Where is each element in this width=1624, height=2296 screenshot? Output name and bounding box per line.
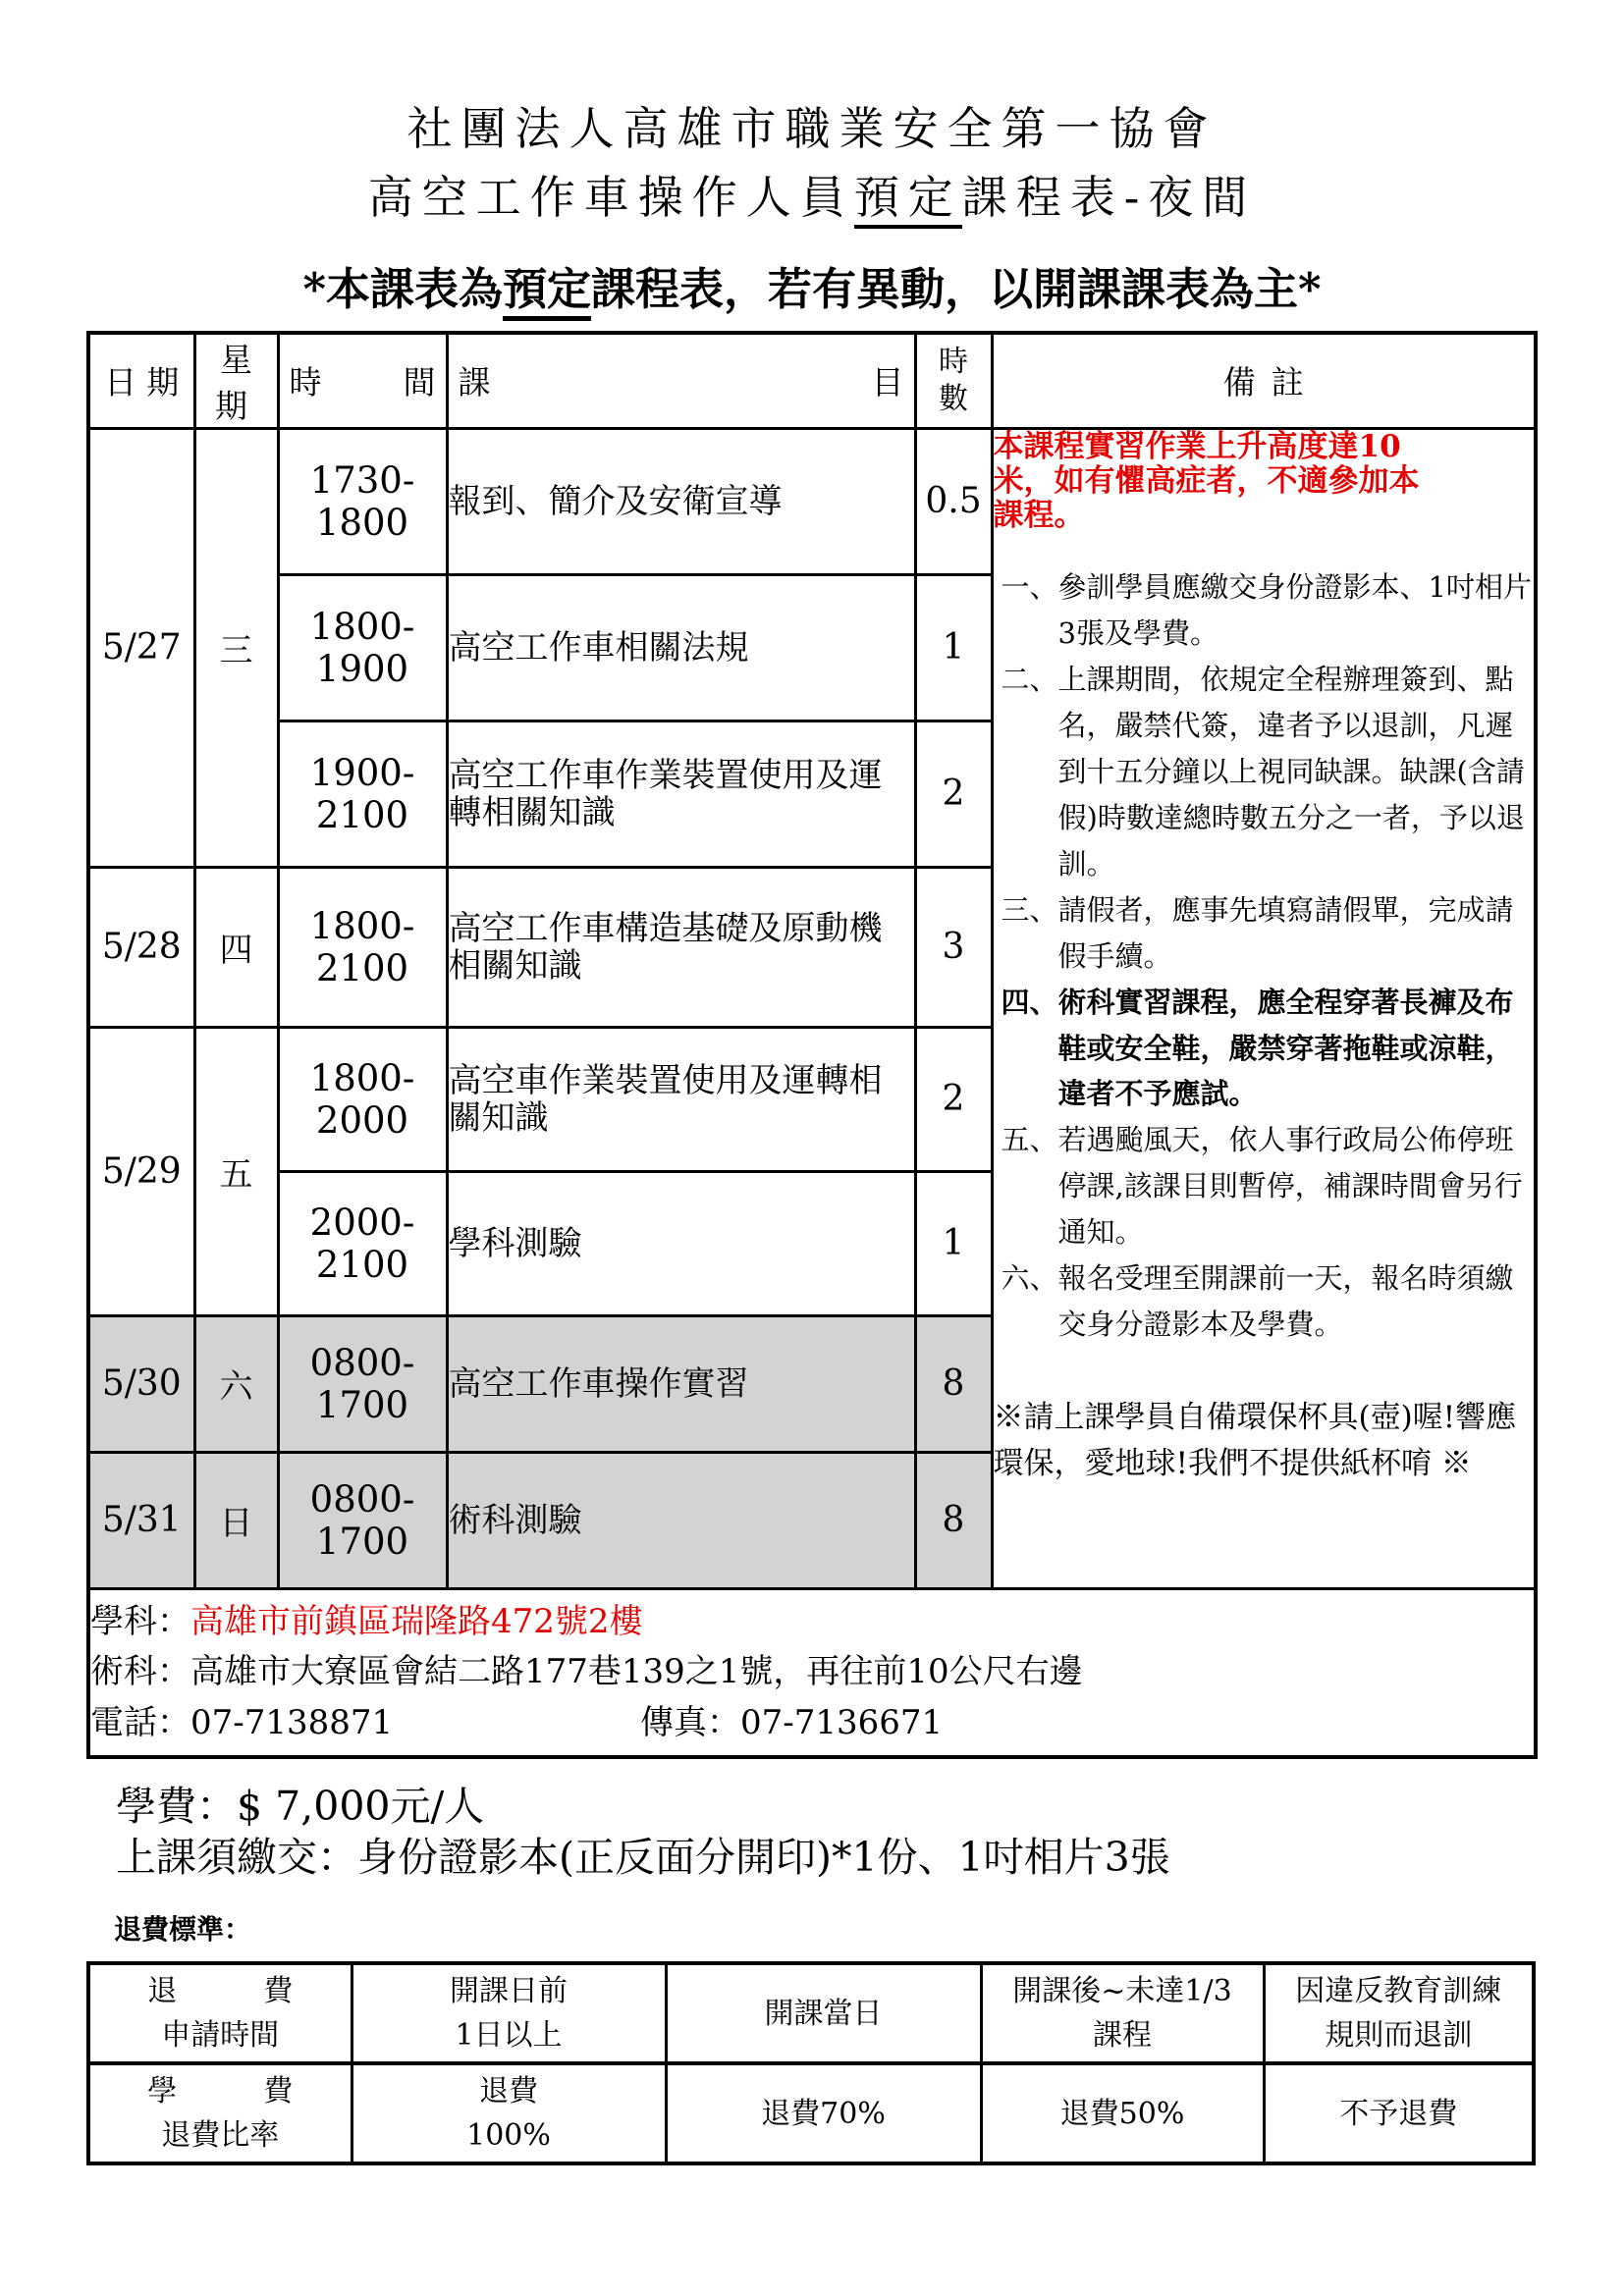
refund-standard-title: 退費標準： <box>114 1913 252 1947</box>
subject-location-label: 學科： <box>90 1601 190 1641</box>
title2-suffix: 課程表-夜間 <box>961 170 1257 224</box>
refund-before-open-header: 開課日前 1日以上 <box>352 1963 666 2063</box>
page-title-line1: 社團法人高雄市職業安全第一協會 <box>406 102 1218 155</box>
subject-cell: 高空工作車相關法規 <box>447 574 915 721</box>
date-cell: 5/27 <box>88 428 194 867</box>
refund-header-row <box>88 1963 1534 2063</box>
refund-value-row <box>88 2063 1534 2163</box>
refund-rate-70: 退費70% <box>666 2063 981 2163</box>
subject-cell: 高空工作車操作實習 <box>447 1315 915 1452</box>
refund-rate-none: 不予退費 <box>1264 2063 1534 2163</box>
subtitle-suffix: 課程表，若有異動，以開課課表為主* <box>591 263 1322 316</box>
subtitle-prefix: *本課表為 <box>302 263 503 316</box>
note-item <box>1001 564 1535 657</box>
refund-rate-label: 學 費 退費比率 <box>88 2063 352 2163</box>
phone-number: 電話：07-7138871 <box>90 1702 394 1742</box>
refund-table <box>86 1961 1536 2165</box>
note-text: 上課期間，依規定全程辦理簽到、點名，嚴禁代簽，違者予以退訓，凡遲到十五分鐘以上視同缺課。缺課(含請假)時數達總時數五分之一者，予以退訓。 <box>1057 662 1525 881</box>
location-info-cell <box>88 1588 1536 1757</box>
hours-cell: 1 <box>915 1171 992 1315</box>
time-cell: 1800-2000 <box>278 1027 447 1171</box>
fax-number: 傳真：07-7136671 <box>640 1702 944 1742</box>
tuition-fee: 學費：$ 7,000元/人 <box>116 1783 485 1831</box>
refund-violation-header: 因違反教育訓練 規則而退訓 <box>1264 1963 1534 2063</box>
note-text: 術科實習課程，應全程穿著長褲及布鞋或安全鞋，嚴禁穿著拖鞋或涼鞋，違者不予應試。 <box>1057 985 1514 1111</box>
refund-rate-50: 退費50% <box>981 2063 1264 2163</box>
subject-location-address: 高雄市前鎮區瑞隆路472號2樓 <box>190 1601 643 1641</box>
subject-cell: 術科測驗 <box>447 1452 915 1588</box>
refund-after-open-header: 開課後~未達1/3 課程 <box>981 1963 1264 2063</box>
subject-cell: 高空工作車構造基礎及原動機相關知識 <box>447 867 915 1027</box>
date-cell: 5/30 <box>88 1315 194 1452</box>
note-item <box>1001 657 1535 887</box>
subtitle-underlined: 預定 <box>503 263 591 321</box>
column-header-subject: 課 目 <box>447 333 915 429</box>
remarks-cell <box>992 428 1536 1588</box>
note-number: 二、 <box>1001 662 1058 696</box>
note-item <box>1001 1255 1535 1348</box>
hours-cell: 2 <box>915 721 992 867</box>
subject-cell: 學科測驗 <box>447 1171 915 1315</box>
time-cell: 1900-2100 <box>278 721 447 867</box>
weekday-cell: 五 <box>194 1027 278 1315</box>
time-cell: 1800-2100 <box>278 867 447 1027</box>
column-header-date: 日期 <box>88 333 194 429</box>
subject-cell: 高空車作業裝置使用及運轉相關知識 <box>447 1027 915 1171</box>
hours-cell: 8 <box>915 1315 992 1452</box>
schedule-row <box>88 428 1536 574</box>
location-info-row <box>88 1588 1536 1757</box>
page-title-line2 <box>0 170 1624 224</box>
note-text: 報名受理至開課前一天，報名時須繳交身分證影本及學費。 <box>1057 1261 1514 1342</box>
title2-underlined: 預定 <box>854 171 962 229</box>
time-cell: 0800-1700 <box>278 1315 447 1452</box>
hours-cell: 2 <box>915 1027 992 1171</box>
subject-location-line <box>90 1597 1534 1648</box>
practical-location-line: 術科：高雄市大寮區會結二路177巷139之1號，再往前10公尺右邊 <box>90 1652 1083 1692</box>
note-text: 請假者，應事先填寫請假單，完成請假手續。 <box>1057 892 1514 973</box>
schedule-header-row <box>88 333 1536 429</box>
date-cell: 5/29 <box>88 1027 194 1315</box>
time-cell: 1800-1900 <box>278 574 447 721</box>
column-header-hours: 時 數 <box>915 333 992 429</box>
note-text: 參訓學員應繳交身份證影本、1吋相片3張及學費。 <box>1057 569 1532 650</box>
hours-cell: 3 <box>915 867 992 1027</box>
title2-prefix: 高空工作車操作人員 <box>367 170 854 224</box>
note-item <box>1001 1117 1535 1255</box>
refund-open-day-header: 開課當日 <box>666 1963 981 2063</box>
hours-cell: 8 <box>915 1452 992 1588</box>
eco-note: ※請上課學員自備環保杯具(壺)喔!響應環保，愛地球!我們不提供紙杯唷 ※ <box>993 1400 1517 1481</box>
hours-cell: 1 <box>915 574 992 721</box>
note-number: 四、 <box>1001 985 1058 1019</box>
note-number: 六、 <box>1001 1261 1058 1296</box>
time-cell: 2000-2100 <box>278 1171 447 1315</box>
page-subtitle <box>0 264 1624 315</box>
weekday-cell: 三 <box>194 428 278 867</box>
fees-section <box>116 1781 1624 1883</box>
note-number: 五、 <box>1001 1123 1058 1157</box>
weekday-cell: 日 <box>194 1452 278 1588</box>
hours-cell: 0.5 <box>915 428 992 574</box>
contact-line <box>90 1698 1534 1749</box>
column-header-week: 星期 <box>194 333 278 429</box>
remarks-notes <box>994 564 1535 1348</box>
column-header-time: 時 間 <box>278 333 447 429</box>
subject-cell: 報到、簡介及安衛宣導 <box>447 428 915 574</box>
weekday-cell: 四 <box>194 867 278 1027</box>
column-header-remark: 備註 <box>992 333 1536 429</box>
time-cell: 0800-1700 <box>278 1452 447 1588</box>
weekday-cell: 六 <box>194 1315 278 1452</box>
note-number: 一、 <box>1001 569 1058 604</box>
date-cell: 5/28 <box>88 867 194 1027</box>
warning-text: 本課程實習作業上升高度達10 米，如有懼高症者，不適參加本 課程。 <box>993 428 1420 533</box>
time-cell: 1730-1800 <box>278 428 447 574</box>
refund-rate-100: 退費 100% <box>352 2063 666 2163</box>
subject-cell: 高空工作車作業裝置使用及運轉相關知識 <box>447 721 915 867</box>
note-item <box>1001 980 1535 1118</box>
schedule-table <box>86 331 1538 1760</box>
required-documents: 上課須繳交：身份證影本(正反面分開印)*1份、1吋相片3張 <box>116 1834 1170 1882</box>
note-item <box>1001 887 1535 980</box>
refund-apply-time-header: 退 費 申請時間 <box>88 1963 352 2063</box>
note-number: 三、 <box>1001 892 1058 927</box>
date-cell: 5/31 <box>88 1452 194 1588</box>
note-text: 若遇颱風天，依人事行政局公佈停班停課,該課目則暫停，補課時間會另行通知。 <box>1057 1123 1523 1250</box>
